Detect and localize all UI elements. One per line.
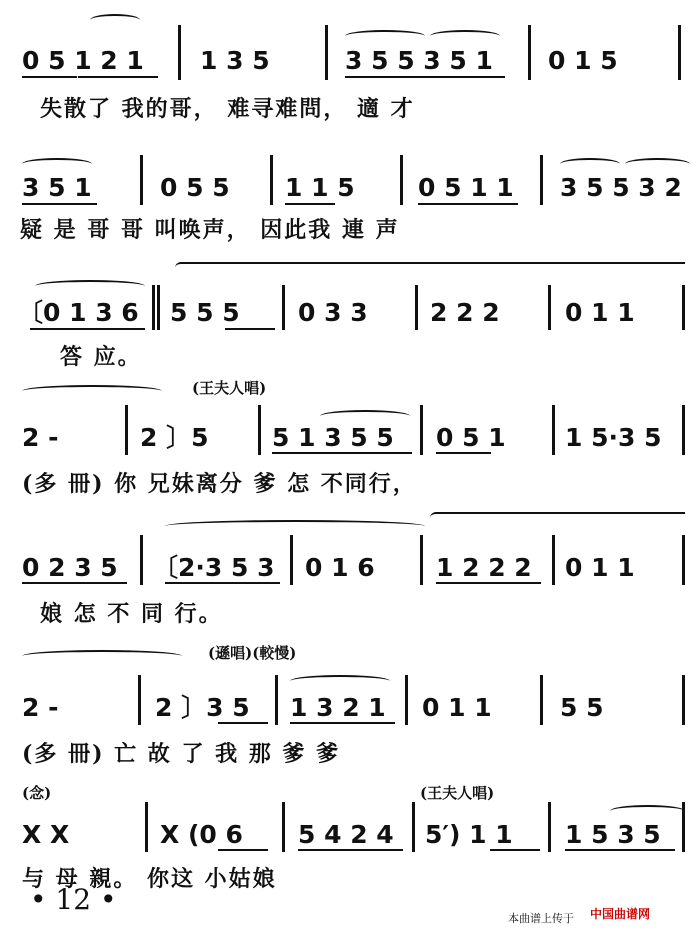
page-number: • 12 • (30, 883, 117, 916)
underline (22, 582, 127, 584)
measure-4: 0 5 1 (436, 423, 506, 452)
measure-4: 5′) 1 1 (425, 820, 513, 849)
measure-5: 3 5 5 3 2 (560, 173, 682, 202)
measure-3: 3 5 5 3 5 1 (345, 46, 493, 75)
bar-line (152, 285, 155, 330)
lyrics: 疑 是 哥 哥 叫唤声， 因此我 連 声 (20, 217, 400, 243)
bar-line (138, 675, 141, 725)
bar-line (540, 155, 543, 205)
slur (22, 158, 92, 170)
underline (290, 722, 395, 724)
lyrics: 与 母 親。 你这 小姑娘 (22, 866, 277, 892)
measure-1: X X (22, 820, 70, 849)
measure-4: 0 1 1 (422, 693, 492, 722)
bar-line (290, 535, 293, 585)
measure-2: 1 3 5 (200, 46, 270, 75)
underline (298, 849, 403, 851)
slur (345, 30, 425, 42)
bar-line (412, 802, 415, 852)
measure-4: 0 1 5 (548, 46, 618, 75)
underline (30, 328, 145, 330)
measure-1: 〔0 1 3 6 (18, 298, 139, 327)
measure-3: 5 4 2 4 (298, 820, 394, 849)
measure-4: 2 2 2 (430, 298, 500, 327)
bar-line (552, 405, 555, 455)
underline (218, 722, 268, 724)
measure-2: X (0 6 (160, 820, 243, 849)
recite-annotation: (念) (22, 784, 52, 802)
slur (290, 675, 390, 687)
measure-1: 2 - (22, 693, 59, 722)
measure-3: 1 3 2 1 (290, 693, 386, 722)
site-logo: 中国曲谱网 (590, 907, 651, 921)
bar-line (552, 535, 555, 585)
underline (436, 452, 491, 454)
singing-annotation: (遜唱)(較慢) (208, 644, 297, 662)
bar-line (415, 285, 418, 330)
slur (165, 520, 425, 532)
measure-1: 0 5 1 2 1 (22, 46, 144, 75)
measure-1: 2 - (22, 423, 59, 452)
bar-line (420, 405, 423, 455)
bar-line (682, 675, 685, 725)
measure-3: 1 1 5 (285, 173, 355, 202)
measure-5: 1 5 3 5 (565, 820, 661, 849)
measure-2: 0 5 5 (160, 173, 230, 202)
lyrics: (多 冊) 亡 故 了 我 那 爹 爹 (22, 741, 341, 767)
measure-4: 0 5 1 1 (418, 173, 514, 202)
bar-line (682, 405, 685, 455)
bar-line (258, 405, 261, 455)
measure-3: 5 1 3 5 5 (272, 423, 394, 452)
upload-text: 本曲谱上传于 (508, 912, 574, 925)
underline (165, 582, 280, 584)
underline (22, 76, 77, 78)
slur (175, 262, 685, 268)
bar-line (125, 405, 128, 455)
slur (610, 805, 685, 817)
bar-line (325, 25, 328, 80)
bar-line (275, 675, 278, 725)
bar-line (682, 285, 685, 330)
slur (560, 158, 620, 170)
measure-4: 1 2 2 2 (436, 553, 532, 582)
bar-line (140, 535, 143, 585)
measure-3: 0 1 6 (305, 553, 375, 582)
measure-2: 2 〕5 (140, 423, 209, 452)
underline (285, 203, 335, 205)
measure-5: 5 5 (560, 693, 604, 722)
lyrics: (多 冊) 你 兄妹离分 爹 怎 不同行， (22, 471, 417, 497)
measure-1: 0 2 3 5 (22, 553, 118, 582)
slur (35, 280, 145, 292)
measure-3: 0 3 3 (298, 298, 368, 327)
bar-line (140, 155, 143, 205)
underline (436, 582, 541, 584)
underline (218, 849, 268, 851)
bar-line (548, 285, 551, 330)
bar-line (678, 25, 681, 80)
underline (345, 76, 505, 78)
lyrics: 失散了 我的哥， 难寻难問， 適 才 (40, 96, 415, 122)
slur (320, 410, 410, 422)
underline (565, 849, 675, 851)
slur (22, 385, 162, 397)
underline (272, 452, 412, 454)
measure-5: 0 1 1 (565, 298, 635, 327)
singer-annotation: (王夫人唱) (420, 784, 495, 802)
slur (430, 30, 500, 42)
underline (225, 328, 275, 330)
bar-line (145, 802, 148, 852)
bar-line (420, 535, 423, 585)
slur (90, 14, 140, 26)
measure-2: 5 5 5 (170, 298, 240, 327)
bar-line (400, 155, 403, 205)
bar-line (157, 285, 160, 330)
bar-line (540, 675, 543, 725)
bar-line (405, 675, 408, 725)
bar-line (548, 802, 551, 852)
singer-annotation: (王夫人唱) (192, 379, 267, 397)
bar-line (282, 285, 285, 330)
lyrics: 答 应。 (60, 344, 142, 370)
underline (418, 203, 518, 205)
slur (22, 650, 182, 662)
slur (430, 512, 685, 518)
bar-line (270, 155, 273, 205)
slur (625, 158, 690, 170)
bar-line (282, 802, 285, 852)
lyrics: 娘 怎 不 同 行。 (40, 601, 223, 627)
underline (490, 849, 540, 851)
bar-line (178, 25, 181, 80)
bar-line (682, 535, 685, 585)
measure-2: 〔2·3 5 3 (153, 553, 275, 582)
measure-2: 2 〕3 5 (155, 693, 250, 722)
measure-5: 0 1 1 (565, 553, 635, 582)
underline (78, 76, 158, 78)
underline (22, 203, 97, 205)
measure-5: 1 5·3 5 (565, 423, 662, 452)
measure-1: 3 5 1 (22, 173, 92, 202)
bar-line (528, 25, 531, 80)
